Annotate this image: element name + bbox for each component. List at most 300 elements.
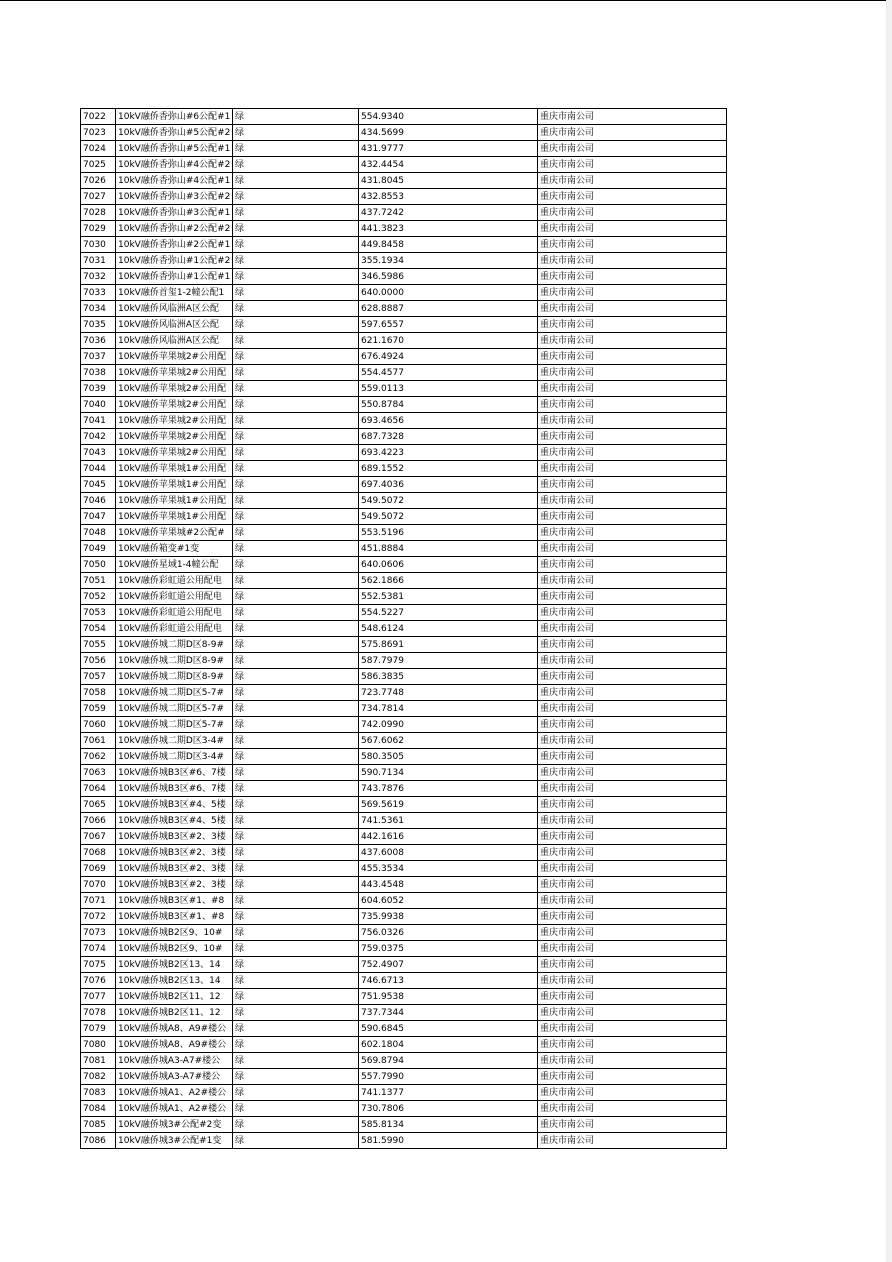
color-cell: 绿 [233,685,359,701]
table-row [81,349,727,365]
device-name-cell: 10kV融侨城B3区#2、3楼 [116,845,233,861]
device-name-cell: 10kV融侨香弥山#2公配#2 [116,221,233,237]
table-row [81,285,727,301]
row-id-cell: 7047 [81,509,116,525]
company-cell: 重庆市南公司 [538,701,727,717]
device-name-cell: 10kV融侨城二期D区8-9# [116,653,233,669]
table-row [81,429,727,445]
company-cell: 重庆市南公司 [538,525,727,541]
company-cell: 重庆市南公司 [538,301,727,317]
table-row [81,253,727,269]
table-row [81,605,727,621]
value-cell: 552.5381 [359,589,538,605]
row-id-cell: 7068 [81,845,116,861]
company-cell: 重庆市南公司 [538,653,727,669]
row-id-cell: 7078 [81,1005,116,1021]
color-cell: 绿 [233,237,359,253]
table-row [81,861,727,877]
company-cell: 重庆市南公司 [538,509,727,525]
value-cell: 443.4548 [359,877,538,893]
company-cell: 重庆市南公司 [538,973,727,989]
device-name-cell: 10kV融侨城3#公配#1变 [116,1133,233,1149]
table-row [81,413,727,429]
device-name-cell: 10kV融侨苹果城1#公用配 [116,461,233,477]
color-cell: 绿 [233,701,359,717]
value-cell: 549.5072 [359,509,538,525]
company-cell: 重庆市南公司 [538,445,727,461]
table-row [81,749,727,765]
table-row [81,157,727,173]
value-cell: 602.1804 [359,1037,538,1053]
table-row [81,893,727,909]
device-name-cell: 10kV融侨城B2区9、10# [116,941,233,957]
color-cell: 绿 [233,765,359,781]
value-cell: 550.8784 [359,397,538,413]
table-body [81,109,727,1149]
value-cell: 567.6062 [359,733,538,749]
row-id-cell: 7032 [81,269,116,285]
value-cell: 741.1377 [359,1085,538,1101]
color-cell: 绿 [233,573,359,589]
company-cell: 重庆市南公司 [538,237,727,253]
device-name-cell: 10kV融侨苹果城1#公用配 [116,493,233,509]
device-name-cell: 10kV融侨香弥山#3公配#1 [116,205,233,221]
color-cell: 绿 [233,1037,359,1053]
color-cell: 绿 [233,141,359,157]
device-name-cell: 10kV融侨香弥山#5公配#2 [116,125,233,141]
value-cell: 355.1934 [359,253,538,269]
color-cell: 绿 [233,893,359,909]
company-cell: 重庆市南公司 [538,541,727,557]
table-row [81,365,727,381]
row-id-cell: 7042 [81,429,116,445]
table-row [81,397,727,413]
company-cell: 重庆市南公司 [538,829,727,845]
value-cell: 437.6008 [359,845,538,861]
company-cell: 重庆市南公司 [538,605,727,621]
row-id-cell: 7038 [81,365,116,381]
company-cell: 重庆市南公司 [538,589,727,605]
row-id-cell: 7059 [81,701,116,717]
row-id-cell: 7081 [81,1053,116,1069]
company-cell: 重庆市南公司 [538,461,727,477]
device-name-cell: 10kV融侨城B2区11、12 [116,989,233,1005]
company-cell: 重庆市南公司 [538,285,727,301]
row-id-cell: 7071 [81,893,116,909]
table-row [81,141,727,157]
company-cell: 重庆市南公司 [538,749,727,765]
color-cell: 绿 [233,1005,359,1021]
device-name-cell: 10kV融侨彩虹道公用配电 [116,589,233,605]
value-cell: 756.0326 [359,925,538,941]
color-cell: 绿 [233,317,359,333]
table-row [81,1069,727,1085]
device-name-cell: 10kV融侨城二期D区5-7# [116,685,233,701]
color-cell: 绿 [233,493,359,509]
company-cell: 重庆市南公司 [538,381,727,397]
row-id-cell: 7086 [81,1133,116,1149]
row-id-cell: 7030 [81,237,116,253]
table-row [81,189,727,205]
color-cell: 绿 [233,909,359,925]
table-row [81,797,727,813]
table-row [81,909,727,925]
value-cell: 737.7344 [359,1005,538,1021]
color-cell: 绿 [233,621,359,637]
value-cell: 562.1866 [359,573,538,589]
value-cell: 432.4454 [359,157,538,173]
table-row [81,461,727,477]
value-cell: 431.8045 [359,173,538,189]
device-name-cell: 10kV融侨城B2区13、14 [116,973,233,989]
value-cell: 585.8134 [359,1117,538,1133]
table-row [81,477,727,493]
device-name-cell: 10kV融侨香弥山#6公配#1 [116,109,233,125]
color-cell: 绿 [233,365,359,381]
company-cell: 重庆市南公司 [538,717,727,733]
row-id-cell: 7065 [81,797,116,813]
row-id-cell: 7045 [81,477,116,493]
value-cell: 742.0990 [359,717,538,733]
company-cell: 重庆市南公司 [538,317,727,333]
device-name-cell: 10kV融侨香弥山#1公配#1 [116,269,233,285]
value-cell: 554.5227 [359,605,538,621]
table-row [81,781,727,797]
value-cell: 741.5361 [359,813,538,829]
device-name-cell: 10kV融侨城B3区#1、#8 [116,893,233,909]
value-cell: 640.0000 [359,285,538,301]
company-cell: 重庆市南公司 [538,909,727,925]
value-cell: 752.4907 [359,957,538,973]
color-cell: 绿 [233,1117,359,1133]
color-cell: 绿 [233,589,359,605]
table-row [81,173,727,189]
table-row [81,973,727,989]
row-id-cell: 7074 [81,941,116,957]
row-id-cell: 7080 [81,1037,116,1053]
value-cell: 604.6052 [359,893,538,909]
device-name-cell: 10kV融侨城A1、A2#楼公 [116,1085,233,1101]
row-id-cell: 7070 [81,877,116,893]
company-cell: 重庆市南公司 [538,925,727,941]
row-id-cell: 7043 [81,445,116,461]
value-cell: 434.5699 [359,125,538,141]
value-cell: 587.7979 [359,653,538,669]
color-cell: 绿 [233,125,359,141]
row-id-cell: 7075 [81,957,116,973]
color-cell: 绿 [233,1101,359,1117]
value-cell: 735.9938 [359,909,538,925]
device-name-cell: 10kV融侨苹果城2#公用配 [116,397,233,413]
color-cell: 绿 [233,669,359,685]
color-cell: 绿 [233,477,359,493]
company-cell: 重庆市南公司 [538,205,727,221]
color-cell: 绿 [233,157,359,173]
table-row [81,109,727,125]
value-cell: 346.5986 [359,269,538,285]
value-cell: 580.3505 [359,749,538,765]
row-id-cell: 7050 [81,557,116,573]
row-id-cell: 7046 [81,493,116,509]
device-name-cell: 10kV融侨城B3区#6、7楼 [116,765,233,781]
color-cell: 绿 [233,717,359,733]
value-cell: 548.6124 [359,621,538,637]
table-row [81,989,727,1005]
value-cell: 581.5990 [359,1133,538,1149]
table-row [81,925,727,941]
company-cell: 重庆市南公司 [538,1117,727,1133]
table-row [81,685,727,701]
device-name-cell: 10kV融侨苹果城1#公用配 [116,477,233,493]
table-row [81,845,727,861]
company-cell: 重庆市南公司 [538,941,727,957]
row-id-cell: 7084 [81,1101,116,1117]
company-cell: 重庆市南公司 [538,1069,727,1085]
color-cell: 绿 [233,205,359,221]
row-id-cell: 7024 [81,141,116,157]
company-cell: 重庆市南公司 [538,989,727,1005]
device-name-cell: 10kV融侨箱变#1变 [116,541,233,557]
device-name-cell: 10kV融侨城B3区#4、5楼 [116,797,233,813]
color-cell: 绿 [233,845,359,861]
value-cell: 689.1552 [359,461,538,477]
row-id-cell: 7055 [81,637,116,653]
value-cell: 559.0113 [359,381,538,397]
value-cell: 723.7748 [359,685,538,701]
device-name-cell: 10kV融侨苹果城1#公用配 [116,509,233,525]
color-cell: 绿 [233,557,359,573]
device-name-cell: 10kV融侨香弥山#2公配#1 [116,237,233,253]
value-cell: 697.4036 [359,477,538,493]
row-id-cell: 7077 [81,989,116,1005]
table-row [81,509,727,525]
value-cell: 441.3823 [359,221,538,237]
company-cell: 重庆市南公司 [538,573,727,589]
company-cell: 重庆市南公司 [538,733,727,749]
company-cell: 重庆市南公司 [538,109,727,125]
company-cell: 重庆市南公司 [538,493,727,509]
table-row [81,957,727,973]
company-cell: 重庆市南公司 [538,173,727,189]
color-cell: 绿 [233,829,359,845]
color-cell: 绿 [233,1053,359,1069]
color-cell: 绿 [233,525,359,541]
company-cell: 重庆市南公司 [538,1133,727,1149]
color-cell: 绿 [233,189,359,205]
page-top-border [0,0,892,1]
table-row [81,621,727,637]
table-row [81,573,727,589]
table-row [81,1021,727,1037]
color-cell: 绿 [233,269,359,285]
value-cell: 628.8887 [359,301,538,317]
company-cell: 重庆市南公司 [538,221,727,237]
row-id-cell: 7023 [81,125,116,141]
company-cell: 重庆市南公司 [538,637,727,653]
company-cell: 重庆市南公司 [538,333,727,349]
row-id-cell: 7067 [81,829,116,845]
row-id-cell: 7031 [81,253,116,269]
table-row [81,525,727,541]
company-cell: 重庆市南公司 [538,1021,727,1037]
row-id-cell: 7037 [81,349,116,365]
table-row [81,1053,727,1069]
table-row [81,669,727,685]
row-id-cell: 7026 [81,173,116,189]
color-cell: 绿 [233,429,359,445]
row-id-cell: 7039 [81,381,116,397]
color-cell: 绿 [233,285,359,301]
row-id-cell: 7083 [81,1085,116,1101]
table-row [81,541,727,557]
device-name-cell: 10kV融侨城B3区#6、7楼 [116,781,233,797]
device-name-cell: 10kV融侨城B3区#2、3楼 [116,861,233,877]
table-row [81,269,727,285]
device-name-cell: 10kV融侨城B2区13、14 [116,957,233,973]
device-name-cell: 10kV融侨城A8、A9#楼公 [116,1021,233,1037]
company-cell: 重庆市南公司 [538,877,727,893]
company-cell: 重庆市南公司 [538,125,727,141]
color-cell: 绿 [233,461,359,477]
value-cell: 431.9777 [359,141,538,157]
device-name-cell: 10kV融侨城二期D区8-9# [116,637,233,653]
color-cell: 绿 [233,349,359,365]
row-id-cell: 7033 [81,285,116,301]
table-row [81,493,727,509]
color-cell: 绿 [233,1085,359,1101]
value-cell: 590.6845 [359,1021,538,1037]
table-row [81,1085,727,1101]
device-name-cell: 10kV融侨香弥山#5公配#1 [116,141,233,157]
value-cell: 569.5619 [359,797,538,813]
company-cell: 重庆市南公司 [538,557,727,573]
value-cell: 640.0606 [359,557,538,573]
value-cell: 554.4577 [359,365,538,381]
value-cell: 621.1670 [359,333,538,349]
value-cell: 693.4656 [359,413,538,429]
device-name-cell: 10kV融侨城A3-A7#楼公 [116,1053,233,1069]
company-cell: 重庆市南公司 [538,429,727,445]
company-cell: 重庆市南公司 [538,253,727,269]
table-row [81,317,727,333]
device-name-cell: 10kV融侨苹果城#2公配# [116,525,233,541]
value-cell: 597.6557 [359,317,538,333]
company-cell: 重庆市南公司 [538,797,727,813]
company-cell: 重庆市南公司 [538,685,727,701]
table-row [81,333,727,349]
device-name-cell: 10kV融侨城B3区#1、#8 [116,909,233,925]
row-id-cell: 7064 [81,781,116,797]
company-cell: 重庆市南公司 [538,893,727,909]
device-name-cell: 10kV融侨城B3区#2、3楼 [116,829,233,845]
device-name-cell: 10kV融侨苹果城2#公用配 [116,413,233,429]
row-id-cell: 7034 [81,301,116,317]
row-id-cell: 7036 [81,333,116,349]
value-cell: 734.7814 [359,701,538,717]
company-cell: 重庆市南公司 [538,1053,727,1069]
color-cell: 绿 [233,253,359,269]
value-cell: 449.8458 [359,237,538,253]
company-cell: 重庆市南公司 [538,781,727,797]
color-cell: 绿 [233,813,359,829]
row-id-cell: 7049 [81,541,116,557]
table-row [81,1005,727,1021]
color-cell: 绿 [233,109,359,125]
company-cell: 重庆市南公司 [538,845,727,861]
color-cell: 绿 [233,1133,359,1149]
device-name-cell: 10kV融侨城B2区9、10# [116,925,233,941]
company-cell: 重庆市南公司 [538,157,727,173]
color-cell: 绿 [233,861,359,877]
color-cell: 绿 [233,301,359,317]
row-id-cell: 7073 [81,925,116,941]
color-cell: 绿 [233,989,359,1005]
company-cell: 重庆市南公司 [538,141,727,157]
value-cell: 451.8884 [359,541,538,557]
row-id-cell: 7085 [81,1117,116,1133]
color-cell: 绿 [233,445,359,461]
row-id-cell: 7027 [81,189,116,205]
device-name-cell: 10kV融侨香弥山#4公配#2 [116,157,233,173]
company-cell: 重庆市南公司 [538,1101,727,1117]
company-cell: 重庆市南公司 [538,957,727,973]
table-row [81,1133,727,1149]
row-id-cell: 7060 [81,717,116,733]
table-row [81,717,727,733]
row-id-cell: 7035 [81,317,116,333]
color-cell: 绿 [233,1069,359,1085]
value-cell: 730.7806 [359,1101,538,1117]
value-cell: 549.5072 [359,493,538,509]
table-row [81,813,727,829]
row-id-cell: 7072 [81,909,116,925]
device-name-cell: 10kV融侨城3#公配#2变 [116,1117,233,1133]
color-cell: 绿 [233,397,359,413]
company-cell: 重庆市南公司 [538,1037,727,1053]
device-name-cell: 10kV融侨苹果城2#公用配 [116,349,233,365]
company-cell: 重庆市南公司 [538,1085,727,1101]
company-cell: 重庆市南公司 [538,189,727,205]
color-cell: 绿 [233,1021,359,1037]
table-row [81,221,727,237]
company-cell: 重庆市南公司 [538,413,727,429]
value-cell: 432.8553 [359,189,538,205]
row-id-cell: 7062 [81,749,116,765]
row-id-cell: 7066 [81,813,116,829]
value-cell: 751.9538 [359,989,538,1005]
value-cell: 437.7242 [359,205,538,221]
device-name-cell: 10kV融侨城二期D区8-9# [116,669,233,685]
company-cell: 重庆市南公司 [538,861,727,877]
table-row [81,205,727,221]
row-id-cell: 7056 [81,653,116,669]
color-cell: 绿 [233,957,359,973]
company-cell: 重庆市南公司 [538,669,727,685]
color-cell: 绿 [233,749,359,765]
color-cell: 绿 [233,509,359,525]
table-row [81,765,727,781]
color-cell: 绿 [233,973,359,989]
device-name-cell: 10kV融侨城二期D区3-4# [116,733,233,749]
company-cell: 重庆市南公司 [538,397,727,413]
value-cell: 586.3835 [359,669,538,685]
device-name-cell: 10kV融侨苹果城2#公用配 [116,381,233,397]
device-name-cell: 10kV融侨风临洲A区公配 [116,333,233,349]
color-cell: 绿 [233,733,359,749]
company-cell: 重庆市南公司 [538,477,727,493]
color-cell: 绿 [233,333,359,349]
value-cell: 554.9340 [359,109,538,125]
